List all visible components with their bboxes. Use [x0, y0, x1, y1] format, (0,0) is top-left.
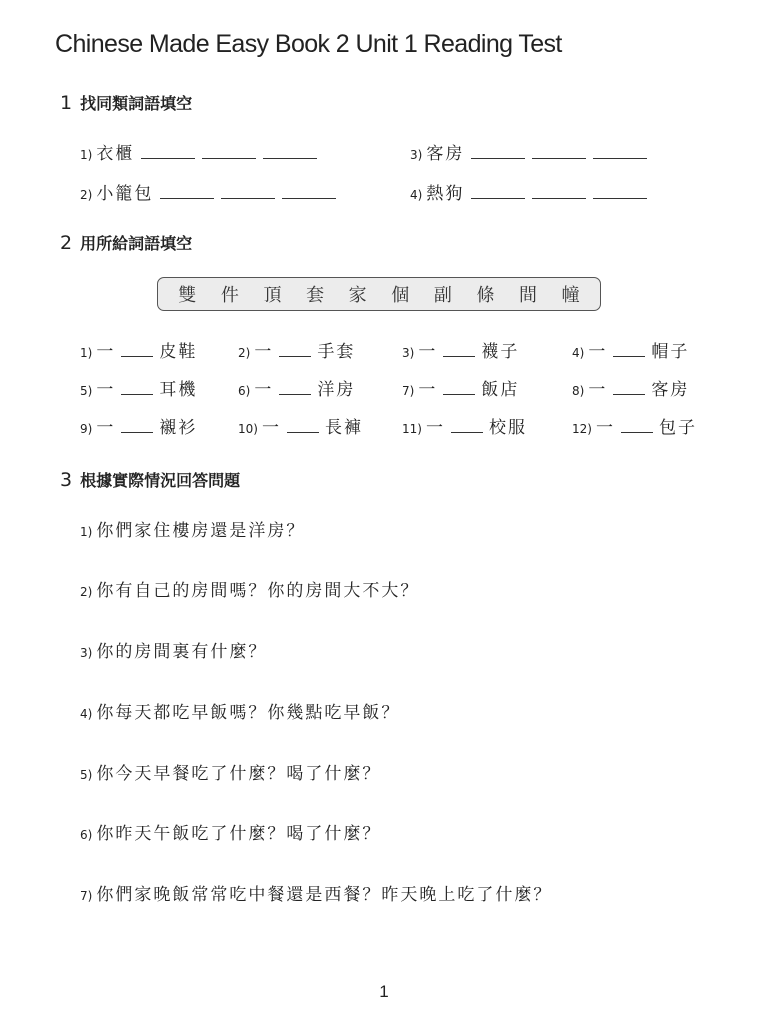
s2-item: 3) 一 襪子: [402, 342, 520, 362]
s1-word: 熱狗: [426, 184, 465, 204]
answer-blank[interactable]: [121, 380, 153, 395]
question: 4) 你每天都吃早飯嗎？你幾點吃早飯？: [80, 703, 401, 723]
section-1-number: 1: [60, 92, 73, 114]
s2-item: 9) 一 襯衫: [80, 418, 198, 438]
s1-word: 小籠包: [96, 184, 154, 204]
s2-item: 5) 一 耳機: [80, 380, 198, 400]
word-bank-item: 條: [476, 285, 495, 306]
section-3-number: 3: [60, 469, 73, 491]
answer-blank[interactable]: [202, 144, 256, 159]
answer-blank[interactable]: [471, 144, 525, 159]
answer-blank[interactable]: [141, 144, 195, 159]
s1-item: 3) 客房: [410, 139, 647, 164]
s2-item: 8) 一 客房: [572, 380, 690, 400]
word-bank-item: 套: [306, 285, 325, 306]
answer-blank[interactable]: [471, 184, 525, 199]
page-number: 1: [379, 982, 389, 1001]
s2-item: 4) 一 帽子: [572, 342, 690, 362]
answer-blank[interactable]: [443, 342, 475, 357]
word-bank-item: 件: [220, 285, 239, 306]
answer-blank[interactable]: [451, 418, 483, 433]
answer-blank[interactable]: [593, 144, 647, 159]
word-bank-item: 幢: [561, 285, 580, 306]
answer-blank[interactable]: [443, 380, 475, 395]
section-2-number: 2: [60, 232, 73, 254]
answer-blank[interactable]: [121, 342, 153, 357]
s2-item: 11) 一 校服: [402, 418, 527, 438]
word-bank-item: 間: [519, 285, 538, 306]
answer-blank[interactable]: [263, 144, 317, 159]
question: 6) 你昨天午飯吃了什麼？喝了什麼？: [80, 824, 382, 844]
answer-blank[interactable]: [287, 418, 319, 433]
s2-item: 7) 一 飯店: [402, 380, 520, 400]
s2-item: 10) 一 長褲: [238, 418, 363, 438]
s2-item: 1) 一 皮鞋: [80, 342, 198, 362]
s1-item: 4) 熱狗: [410, 179, 647, 204]
word-bank-item: 副: [433, 285, 452, 306]
question: 2) 你有自己的房間嗎？你的房間大不大？: [80, 581, 420, 601]
word-bank-item: 頂: [263, 285, 282, 306]
answer-blank[interactable]: [221, 184, 275, 199]
word-bank-item: 個: [391, 285, 410, 306]
s2-item: 6) 一 洋房: [238, 380, 356, 400]
answer-blank[interactable]: [121, 418, 153, 433]
s2-item: 2) 一 手套: [238, 342, 356, 362]
question: 1) 你們家住樓房還是洋房？: [80, 521, 306, 541]
section-2-title: 用所給詞語填空: [80, 234, 193, 253]
section-2-heading: [60, 231, 192, 254]
answer-blank[interactable]: [532, 184, 586, 199]
answer-blank[interactable]: [532, 144, 586, 159]
answer-blank[interactable]: [279, 380, 311, 395]
word-bank-item: 家: [348, 285, 367, 306]
answer-blank[interactable]: [613, 380, 645, 395]
s1-item: 1) 衣櫃: [80, 139, 317, 164]
s1-word: 衣櫃: [96, 144, 135, 164]
answer-blank[interactable]: [593, 184, 647, 199]
word-bank: [157, 277, 601, 311]
question: 7) 你們家晚飯常常吃中餐還是西餐？昨天晚上吃了什麼？: [80, 885, 553, 905]
question: 5) 你今天早餐吃了什麼？喝了什麼？: [80, 764, 382, 784]
s2-item: 12) 一 包子: [572, 418, 697, 438]
answer-blank[interactable]: [160, 184, 214, 199]
answer-blank[interactable]: [279, 342, 311, 357]
section-3-title: 根據實際情況回答問題: [80, 471, 241, 490]
section-3-heading: [60, 468, 240, 491]
word-bank-item: 雙: [178, 285, 197, 306]
question: 3) 你的房間裏有什麼？: [80, 642, 268, 662]
page-title: Chinese Made Easy Book 2 Unit 1 Reading Test: [55, 30, 562, 58]
s1-word: 客房: [426, 144, 465, 164]
section-1-heading: [60, 91, 192, 114]
answer-blank[interactable]: [282, 184, 336, 199]
section-1-title: 找同類詞語填空: [80, 94, 193, 113]
answer-blank[interactable]: [613, 342, 645, 357]
s1-item: 2) 小籠包: [80, 179, 336, 204]
answer-blank[interactable]: [621, 418, 653, 433]
